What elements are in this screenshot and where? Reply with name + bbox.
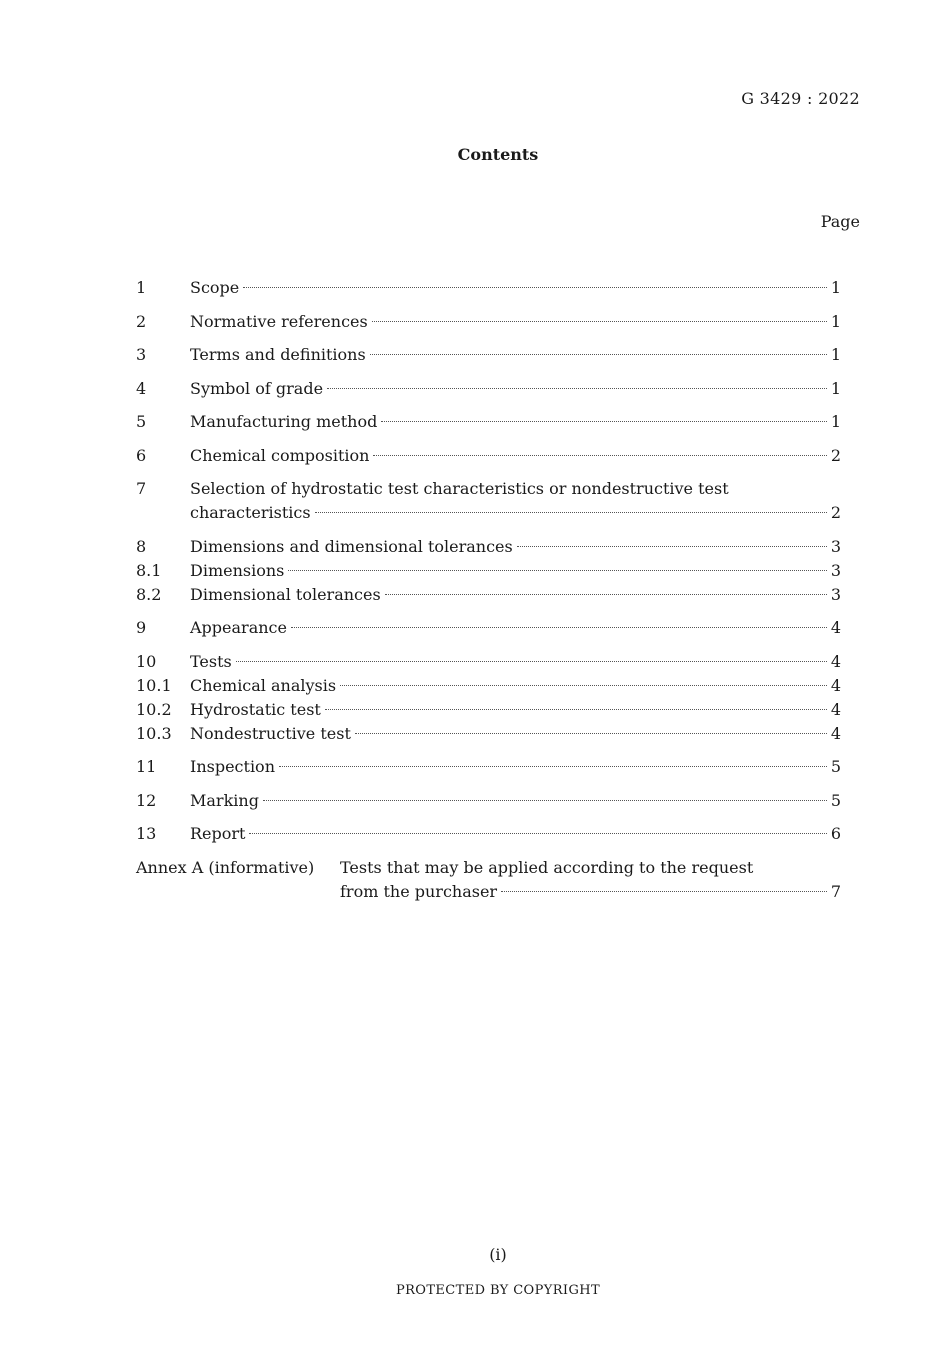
toc-number: 8.2 — [136, 584, 162, 604]
toc-page-number: 1 — [830, 311, 841, 331]
toc-entry-3[interactable] — [136, 343, 841, 367]
dot-leader — [249, 833, 826, 834]
toc-entry-10-2[interactable] — [136, 698, 841, 722]
document-code: G 3429 : 2022 — [741, 89, 860, 108]
toc-entry-10-1[interactable] — [136, 674, 841, 698]
toc-label: Inspection — [190, 757, 275, 776]
dot-leader — [355, 733, 827, 734]
annex-number: Annex A (informative) — [136, 857, 315, 877]
toc-entry-11[interactable] — [136, 755, 841, 779]
toc-page-number: 7 — [830, 881, 841, 901]
toc-number: 8 — [136, 536, 147, 556]
toc-entry-10[interactable] — [136, 650, 841, 674]
toc-entry-12[interactable] — [136, 789, 841, 813]
toc-entry-7-continued[interactable] — [136, 501, 841, 525]
table-of-contents — [136, 276, 841, 904]
toc-entry-8-2[interactable] — [136, 583, 841, 607]
toc-number: 10.1 — [136, 675, 172, 695]
toc-number: 3 — [136, 345, 147, 364]
toc-number: 10.2 — [136, 699, 172, 719]
toc-entry-2[interactable] — [136, 310, 841, 334]
toc-label: Chemical analysis — [190, 675, 337, 695]
toc-number: 5 — [136, 412, 147, 431]
toc-label: Marking — [190, 790, 259, 810]
toc-number: 6 — [136, 445, 147, 465]
toc-page-number: 6 — [830, 824, 841, 843]
toc-entry-7[interactable] — [136, 477, 841, 501]
dot-leader — [288, 570, 826, 571]
toc-label: Manufacturing method — [190, 412, 378, 431]
toc-page-number: 5 — [830, 757, 841, 776]
toc-page-number: 4 — [830, 651, 841, 671]
toc-number: 1 — [136, 278, 147, 297]
toc-label: Dimensions and dimensional tolerances — [190, 536, 513, 556]
toc-label: Dimensions — [190, 560, 285, 580]
toc-page-number: 1 — [830, 278, 841, 297]
toc-number: 8.1 — [136, 560, 162, 580]
dot-leader — [325, 709, 827, 710]
toc-entry-1[interactable] — [136, 276, 841, 300]
footer-page-number: (i) — [489, 1245, 507, 1264]
toc-entry-13[interactable] — [136, 822, 841, 846]
toc-page-number: 3 — [830, 560, 841, 580]
dot-leader — [340, 685, 827, 686]
toc-entry-annex-a-continued[interactable] — [136, 880, 841, 904]
toc-label: Nondestructive test — [190, 723, 351, 743]
toc-label: Hydrostatic test — [190, 699, 321, 719]
toc-label-line-1: Selection of hydrostatic test characteristics or nondestructive test — [190, 479, 729, 498]
toc-label: Chemical composition — [190, 445, 370, 465]
toc-page-number: 2 — [830, 445, 841, 465]
toc-entry-8[interactable] — [136, 535, 841, 559]
toc-entry-annex-a[interactable] — [136, 856, 841, 880]
toc-label: Terms and definitions — [190, 345, 366, 364]
toc-label: Dimensional tolerances — [190, 584, 381, 604]
toc-entry-9[interactable] — [136, 616, 841, 640]
toc-number: 10.3 — [136, 723, 172, 743]
toc-label: Tests — [190, 651, 232, 671]
dot-leader — [263, 800, 827, 801]
toc-entry-8-1[interactable] — [136, 559, 841, 583]
toc-number: 7 — [136, 479, 147, 498]
dot-leader — [517, 546, 827, 547]
annex-label-line-1: Tests that may be applied according to the request — [340, 857, 754, 877]
dot-leader — [372, 321, 827, 322]
toc-page-number: 2 — [830, 503, 841, 522]
dot-leader — [327, 388, 827, 389]
toc-label: Report — [190, 824, 246, 843]
toc-page-number: 4 — [830, 723, 841, 743]
toc-entry-4[interactable] — [136, 377, 841, 401]
dot-leader — [381, 421, 826, 422]
dot-leader — [370, 354, 827, 355]
toc-number: 9 — [136, 618, 147, 637]
toc-label: Scope — [190, 278, 240, 297]
toc-page-number: 4 — [830, 675, 841, 695]
toc-entry-10-3[interactable] — [136, 722, 841, 746]
dot-leader — [385, 594, 827, 595]
toc-page-number: 4 — [830, 618, 841, 637]
toc-entry-5[interactable] — [136, 410, 841, 434]
toc-page-number: 1 — [830, 345, 841, 364]
dot-leader — [279, 766, 827, 767]
page-title: Contents — [457, 145, 539, 164]
toc-page-number: 1 — [830, 378, 841, 398]
toc-number: 10 — [136, 651, 157, 671]
dot-leader — [291, 627, 827, 628]
toc-label: Normative references — [190, 311, 368, 331]
toc-page-number: 4 — [830, 699, 841, 719]
annex-label-line-2: from the purchaser — [340, 881, 498, 901]
dot-leader — [243, 287, 827, 288]
toc-number: 4 — [136, 378, 147, 398]
dot-leader — [236, 661, 827, 662]
toc-label: Appearance — [190, 618, 287, 637]
copyright-notice: PROTECTED BY COPYRIGHT — [395, 1283, 601, 1298]
toc-label: Symbol of grade — [190, 378, 324, 398]
toc-number: 2 — [136, 311, 147, 331]
page-column-heading: Page — [820, 212, 860, 231]
dot-leader — [501, 891, 827, 892]
toc-number: 12 — [136, 790, 157, 810]
toc-label-line-2: characteristics — [190, 503, 311, 522]
toc-number: 11 — [136, 757, 157, 776]
toc-number: 13 — [136, 824, 157, 843]
dot-leader — [373, 455, 826, 456]
toc-page-number: 5 — [830, 790, 841, 810]
toc-entry-6[interactable] — [136, 444, 841, 468]
toc-page-number: 3 — [830, 584, 841, 604]
toc-page-number: 1 — [830, 412, 841, 431]
toc-page-number: 3 — [830, 536, 841, 556]
dot-leader — [315, 512, 827, 513]
